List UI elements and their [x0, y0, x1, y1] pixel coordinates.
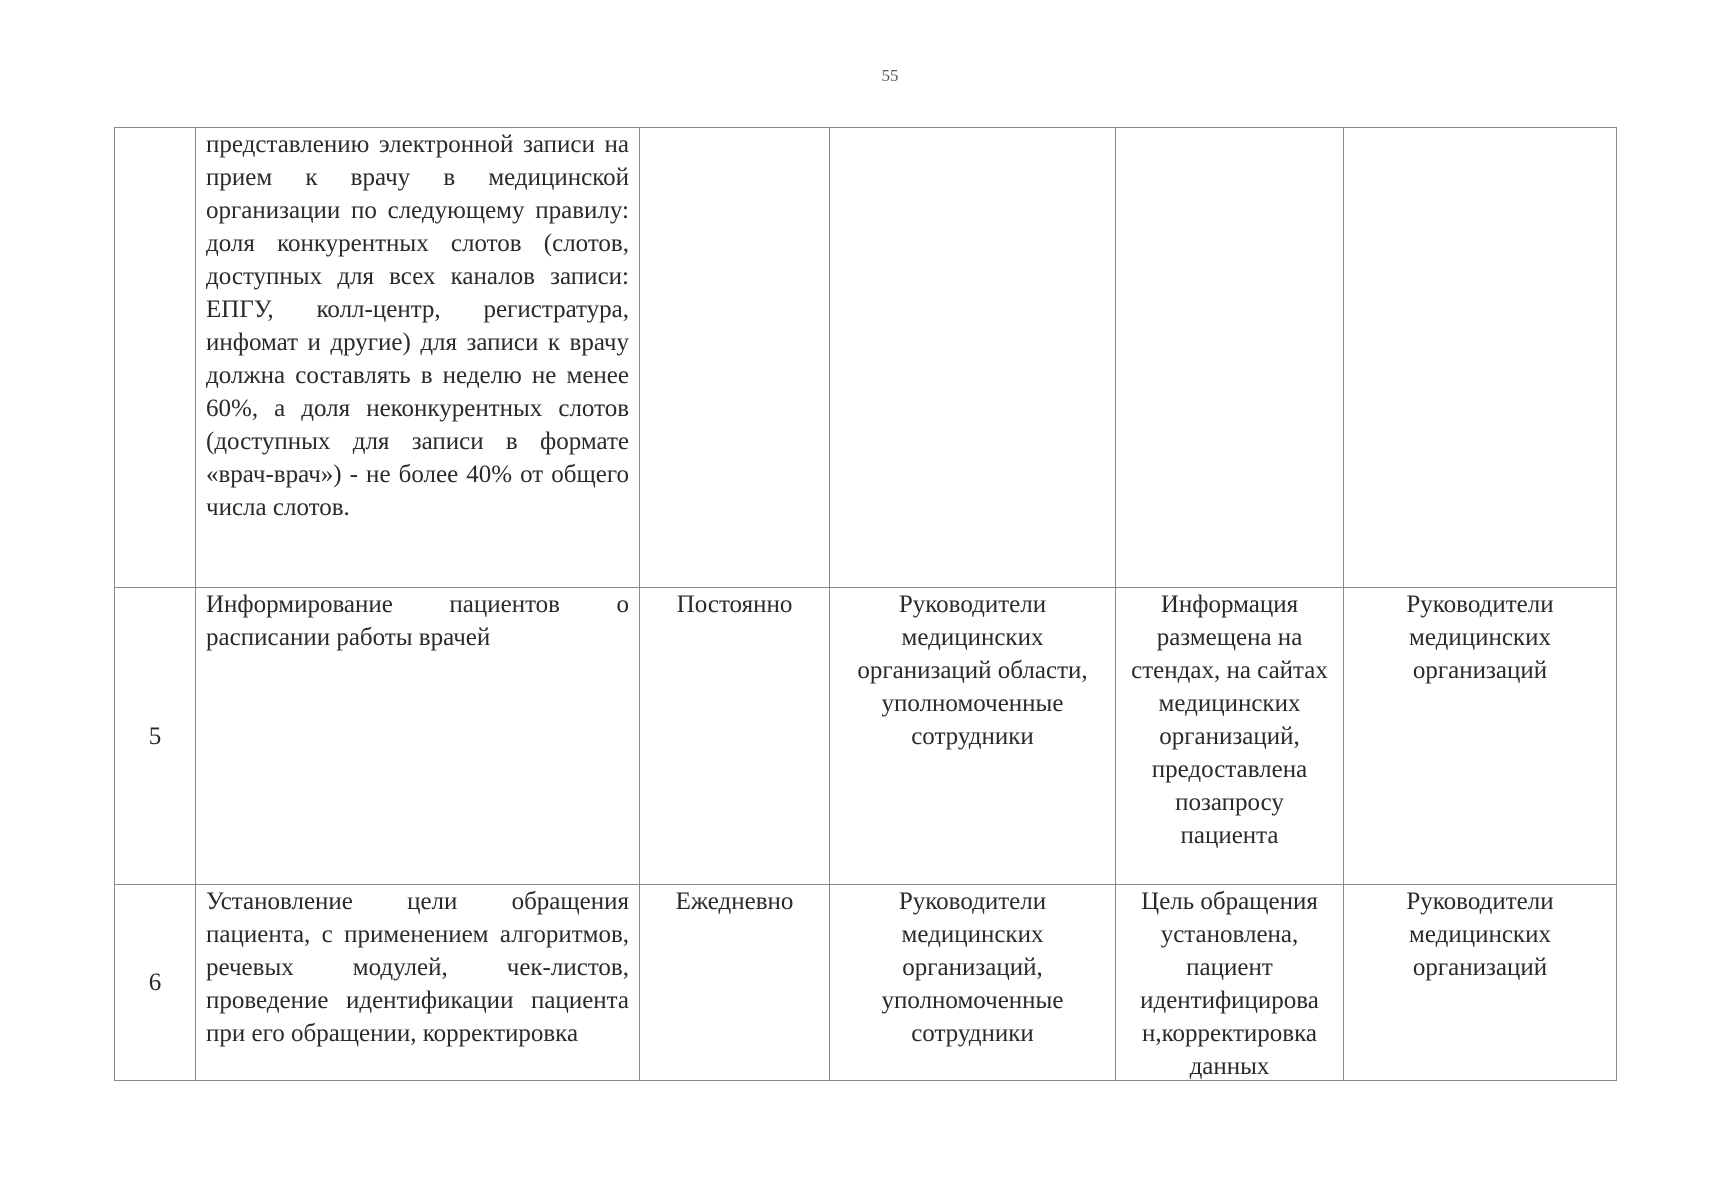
row-number-cell: 6 — [115, 885, 196, 1081]
measure-description-cell — [196, 885, 640, 1081]
control-cell — [1344, 885, 1617, 1081]
table-row — [115, 885, 1617, 1081]
measure-description-cell: Информирование пациентов о расписании работы врачей — [196, 588, 640, 885]
responsible-text: Руководители медицинских организаций, уполномоченные сотрудники — [881, 888, 1064, 1047]
control-text: Руководители медицинских организаций — [1406, 888, 1554, 981]
result-cell — [1116, 885, 1344, 1081]
control-cell — [1344, 128, 1617, 588]
term-text: Ежедневно — [675, 888, 794, 915]
measure-description-text: Установление цели обращения пациента, с применением алгоритмов, речевых модулей, чек-листов, проведение идентификации пациента при его обращении, корректировка — [206, 888, 629, 1047]
row-number-cell: 5 — [115, 588, 196, 885]
result-cell — [1116, 128, 1344, 588]
responsible-cell — [830, 885, 1116, 1081]
action-plan-table — [114, 127, 1617, 1081]
responsible-cell — [830, 128, 1116, 588]
responsible-cell: Руководители медицинских организаций области, уполномоченные сотрудники — [830, 588, 1116, 885]
measure-description-cell: представлению электронной записи на прием к врачу в медицинской организации по следующему правилу: доля конкурентных слотов (слотов, доступных для всех каналов записи: ЕПГУ, колл-центр, регистратура, инфомат и другие) для записи к врачу должна составлять в неделю не менее 60%, а доля неконкурентных слотов (доступных для записи в формате «врач-врач») - не более 40% от общего числа слотов. — [196, 128, 640, 588]
row-number-cell — [115, 128, 196, 588]
table-row — [115, 588, 1617, 885]
term-cell: Постоянно — [640, 588, 830, 885]
page-number: 55 — [881, 66, 899, 85]
term-cell — [640, 885, 830, 1081]
table-row — [115, 128, 1617, 588]
term-cell — [640, 128, 830, 588]
result-cell: Информация размещена на стендах, на сайтах медицинских организаций, предоставлена позапросу пациента — [1116, 588, 1344, 885]
result-text: Цель обращения установлена, пациент идентифицирова н,корректировка данных — [1140, 888, 1319, 1080]
control-cell: Руководители медицинских организаций — [1344, 588, 1617, 885]
